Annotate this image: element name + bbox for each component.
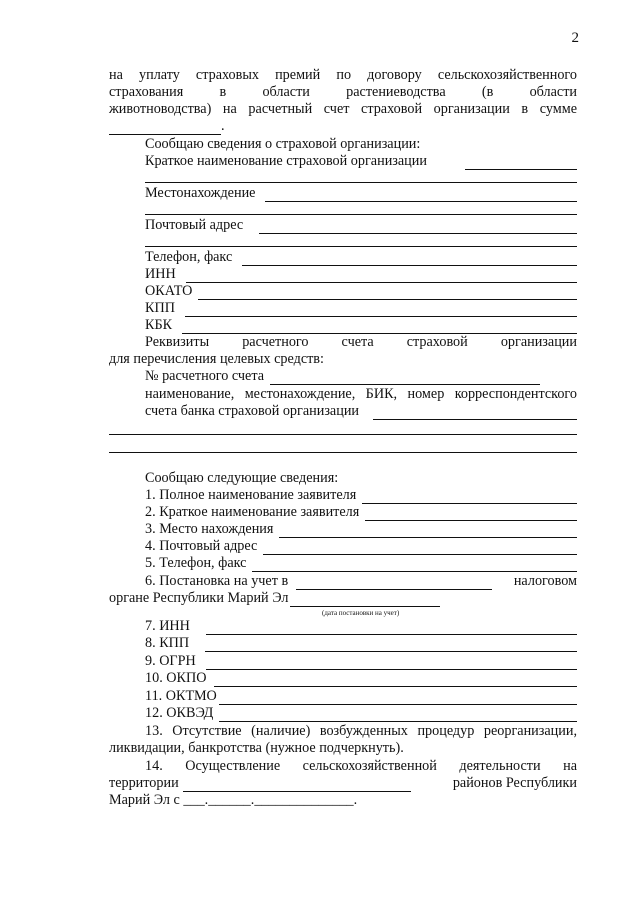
tax-registration-line-2[interactable] (109, 590, 577, 607)
insurer-postal-field[interactable] (145, 217, 577, 234)
tax-registration-end: налоговом (513, 573, 577, 589)
insurer-phone-field[interactable] (145, 249, 577, 266)
applicant-inn-label: 7. ИНН (145, 618, 190, 634)
insurer-phone-blank[interactable] (242, 252, 577, 266)
insurer-postal-blank-2[interactable] (145, 246, 577, 247)
insurer-kpp-label: КПП (145, 300, 175, 316)
tax-registration-field[interactable] (145, 573, 577, 590)
requisites-line-2: для перечисления целевых средств: (109, 351, 324, 367)
applicant-full-name-blank[interactable] (362, 490, 577, 504)
insurer-kpp-blank[interactable] (185, 303, 577, 317)
sum-blank[interactable] (109, 121, 221, 135)
insurer-okato-field[interactable] (145, 283, 577, 300)
insurer-short-name-blank-2[interactable] (145, 182, 577, 183)
applicant-phone-field[interactable] (145, 555, 577, 572)
applicant-oktmo-field[interactable] (145, 688, 577, 705)
applicant-ogrn-label: 9. ОГРН (145, 653, 196, 669)
sum-period: . (221, 118, 225, 134)
insurer-kbk-field[interactable] (145, 317, 577, 334)
insurer-inn-field[interactable] (145, 266, 577, 283)
applicant-oktmo-label: 11. ОКТМО (145, 688, 217, 704)
insurer-location-label: Местонахождение (145, 185, 256, 201)
applicant-postal-label: 4. Почтовый адрес (145, 538, 258, 554)
applicant-ogrn-blank[interactable] (206, 656, 577, 670)
account-number-label: № расчетного счета (145, 368, 265, 384)
applicant-phone-label: 5. Телефон, факс (145, 555, 247, 571)
intro-line-2: страхования в области растениеводства (в области (109, 84, 577, 100)
insurer-okato-label: ОКАТО (145, 283, 193, 299)
bank-details-blank-2[interactable] (109, 434, 577, 435)
applicant-phone-blank[interactable] (252, 558, 577, 572)
applicant-kpp-blank[interactable] (205, 638, 577, 652)
item-13-line-1: 13. Отсутствие (наличие) возбужденных процедур реорганизации, (145, 723, 577, 739)
applicant-location-label: 3. Место нахождения (145, 521, 274, 537)
insurer-short-name-label: Краткое наименование страховой организации (145, 153, 427, 169)
bank-details-blank-3[interactable] (109, 452, 577, 453)
applicant-okved-field[interactable] (145, 705, 577, 722)
applicant-short-name-blank[interactable] (365, 507, 577, 521)
item-14-territory-label: территории (109, 775, 179, 791)
registration-date-blank[interactable] (290, 593, 440, 607)
applicant-full-name-field[interactable] (145, 487, 577, 504)
insurer-heading: Сообщаю сведения о страховой организации: (145, 136, 421, 152)
insurer-inn-blank[interactable] (186, 269, 577, 283)
bank-details-blank[interactable] (373, 406, 577, 420)
applicant-inn-blank[interactable] (206, 621, 577, 635)
applicant-heading: Сообщаю следующие сведения: (145, 470, 339, 486)
insurer-short-name-field[interactable] (145, 153, 577, 170)
insurer-location-blank-2[interactable] (145, 214, 577, 215)
requisites-line-1: Реквизиты расчетного счета страховой организации (145, 334, 577, 350)
applicant-postal-blank[interactable] (263, 541, 577, 555)
insurer-inn-label: ИНН (145, 266, 176, 282)
item-14-line-1: 14. Осуществление сельскохозяйственной деятельности на (145, 758, 577, 774)
intro-line-3: животноводства) на расчетный счет страховой организации в сумме (109, 101, 577, 117)
insurer-short-name-blank[interactable] (465, 156, 577, 170)
insurer-postal-label: Почтовый адрес (145, 217, 244, 233)
applicant-okpo-field[interactable] (145, 670, 577, 687)
applicant-full-name-label: 1. Полное наименование заявителя (145, 487, 357, 503)
item-14-territory-field[interactable] (109, 775, 577, 792)
insurer-postal-blank[interactable] (259, 220, 577, 234)
applicant-short-name-field[interactable] (145, 504, 577, 521)
applicant-okved-blank[interactable] (219, 708, 577, 722)
applicant-okpo-blank[interactable] (214, 673, 577, 687)
item-13-line-2: ликвидации, банкротства (нужное подчеркнуть). (109, 740, 404, 756)
registration-date-caption: (дата постановки на учет) (322, 609, 400, 617)
item-14-line-3: Марий Эл с ___.______.______________. (109, 792, 358, 808)
applicant-oktmo-blank[interactable] (219, 691, 577, 705)
applicant-short-name-label: 2. Краткое наименование заявителя (145, 504, 360, 520)
sum-field[interactable] (109, 118, 577, 135)
account-number-blank[interactable] (270, 371, 540, 385)
applicant-postal-field[interactable] (145, 538, 577, 555)
item-14-districts-label: районов Республики (452, 775, 577, 791)
page-number: 2 (571, 30, 579, 46)
applicant-location-blank[interactable] (279, 524, 577, 538)
insurer-location-blank[interactable] (265, 188, 577, 202)
bank-details-field[interactable] (145, 403, 577, 420)
insurer-okato-blank[interactable] (198, 286, 577, 300)
territory-blank[interactable] (183, 778, 411, 792)
account-number-field[interactable] (145, 368, 577, 385)
applicant-okpo-label: 10. ОКПО (145, 670, 207, 686)
applicant-inn-field[interactable] (145, 618, 577, 635)
insurer-location-field[interactable] (145, 185, 577, 202)
bank-details-label: счета банка страховой организации (145, 403, 360, 419)
intro-line-1: на уплату страховых премий по договору сельскохозяйственного (109, 67, 577, 83)
tax-registration-label: 6. Постановка на учет в (145, 573, 289, 589)
tax-authority-blank[interactable] (296, 576, 492, 590)
bank-details-line-1: наименование, местонахождение, БИК, номер корреспондентского (145, 386, 577, 402)
insurer-phone-label: Телефон, факс (145, 249, 233, 265)
applicant-ogrn-field[interactable] (145, 653, 577, 670)
tax-registration-region: органе Республики Марий Эл (109, 590, 289, 606)
insurer-kbk-blank[interactable] (182, 320, 577, 334)
applicant-kpp-field[interactable] (145, 635, 577, 652)
insurer-kpp-field[interactable] (145, 300, 577, 317)
applicant-okved-label: 12. ОКВЭД (145, 705, 214, 721)
applicant-kpp-label: 8. КПП (145, 635, 190, 651)
insurer-kbk-label: КБК (145, 317, 173, 333)
applicant-location-field[interactable] (145, 521, 577, 538)
